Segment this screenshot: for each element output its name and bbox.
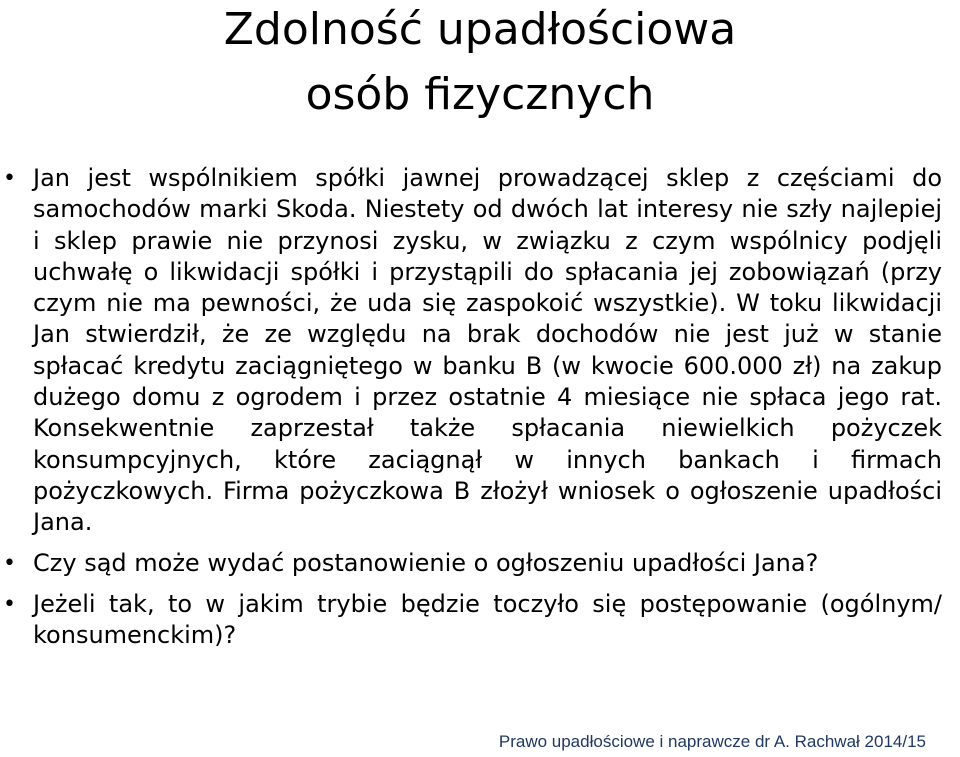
bullet-question-1 bbox=[0, 548, 960, 579]
bullet-case-description bbox=[0, 163, 960, 539]
bullet-marker: • bbox=[3, 550, 16, 576]
title-line-2: osób fizycznych bbox=[305, 69, 655, 120]
slide-title bbox=[0, 0, 960, 123]
bullet-question-2 bbox=[0, 589, 960, 652]
bullet-marker: • bbox=[3, 591, 16, 617]
bullet-text: Czy sąd może wydać postanowienie o ogłoszeniu upadłości Jana? bbox=[33, 548, 819, 577]
bullet-text: Jan jest wspólnikiem spółki jawnej prowadzącej sklep z częściami do samochodów marki Skoda. Niestety od dwóch lat interesy nie szły najlepiej i sklep prawie nie przynosi zysku, w związku z czym wspólnicy podjęli uchwałę o likwidacji spółki i przystąpili do spłacania jej zobowiązań (przy czym nie ma pewności, że uda się zaspokoić wszystkie). W toku likwidacji Jan stwierdził, że ze względu na brak dochodów nie jest już w stanie spłacać kredytu zaciągniętego w banku B (w kwocie 600.000 zł) na zakup dużego domu z ogrodem i przez ostatnie 4 miesiące nie spłaca jego rat. Konsekwentnie zaprzestał także spłacania niewielkich pożyczek konsumpcyjnych, które zaciągnął w innych bankach i firmach pożyczkowych. Firma pożyczkowa B złożył wniosek o ogłoszenie upadłości Jana. bbox=[33, 164, 942, 537]
bullet-marker: • bbox=[3, 166, 16, 191]
slide-footer: Prawo upadłościowe i naprawcze dr A. Rachwał 2014/15 bbox=[498, 732, 926, 751]
title-line-1: Zdolność upadłościowa bbox=[223, 4, 737, 55]
bullet-text: Jeżeli tak, to w jakim trybie będzie toczyło się postępowanie (ogólnym/ konsumenckim)? bbox=[33, 589, 942, 650]
slide-content bbox=[0, 163, 960, 651]
